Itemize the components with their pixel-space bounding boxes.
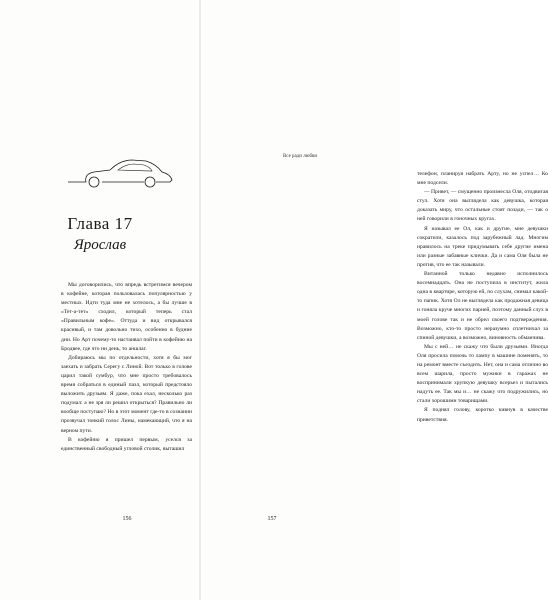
paragraph: В кофейню я пришел первым, уселся за единственный свободный угловой столик, выташил — [61, 436, 192, 452]
page-number-right: 157 — [267, 516, 277, 522]
right-page-text — [417, 170, 548, 425]
paragraph: Витанной только недавно исполнилось восемнадцать. Она не поступила в институт, жила одна в квартире, которую ей, по слухам, снимал какой-то папик. Хотя Ол не выглядела как продажная девица и гоняла круче многих парней, поэтому данный слух в моей голове так и не обрел своего подтверждения. Возможно, кто-то просто неразумно сплетничал за спиной девушки, а возможно, виновность обманчива. — [417, 271, 548, 341]
paragraph: Я поднял голову, коротко кивнув в качестве приветствия. — [417, 407, 548, 423]
page-number-left: 156 — [122, 516, 132, 522]
paragraph: Добираюсь мы по отдельности, хотя я бы мог заехать и забрать Серегу с Линой. Вот только в голове царил такой сумбур, что мне просто требовалось время собраться в единый пазл, который предстояло выложить друзьям. Я даже, пока ехал, несколько раз подумал: а не зря ли решил открыться? Правильно ли вообще поступаю? Но в этот момент где-то в сознании прозвучал тонкий голос Лины, намекающий, что я на верном пути. — [61, 354, 192, 434]
paragraph: Мы с ней… не скажу что были друзьями. Иногда Оля просила помочь то лампу в машине поменять, то на ремонт вместе съездить. Нет, она и сама отлично во всем шарила, просто мужики в гаражах не воспринимали хрупкую девушку всерьез и пытались надуть ее. Так мы и… не скажу что подружились, но стали хорошими товарищами. — [417, 343, 548, 405]
paragraph: — Привет, — смущенно произнесла Оля, отодвигая стул. Хотя она выглядела как девушка, которая доказать миру, что остальные стоят позади, — так о ней говорили в гоночных кругах. — [417, 189, 548, 223]
paragraph: Мы договорились, что впредь встретимся вечером в кофейне, которая пользовалась популярностью у местных. Идти туда мне не хотелось, а бы лучше в «Тет-а-тет» сходил, который теперь стал «Правильным кофе». Оттуда и вид открывался красивый, и там довольно тихо, особенно в будние дни. Но Арт почему-то настаивал пойти в кофейню на Бродвее, где что ни день, то аншлаг. — [61, 282, 192, 352]
left-page — [0, 0, 200, 600]
right-page — [200, 0, 548, 600]
car-outline-icon — [66, 150, 176, 188]
chapter-label: Глава 17 — [67, 214, 133, 233]
left-page-text — [61, 281, 192, 454]
paragraph: Я называл ее Ол, как и другие, мне девушки сократили, казалось под зарубежный лад. Многим нравилось на треке придумывать себе другие имена или разные забавные клички. Да и сама Оля была не против, что ее так называли. — [417, 225, 548, 268]
paragraph: телефон, планируя набрать Арту, но не успел… Ко мне подсели. — [417, 171, 548, 187]
chapter-title: Ярослав — [73, 237, 127, 253]
running-head: Все ради любви — [282, 154, 318, 159]
